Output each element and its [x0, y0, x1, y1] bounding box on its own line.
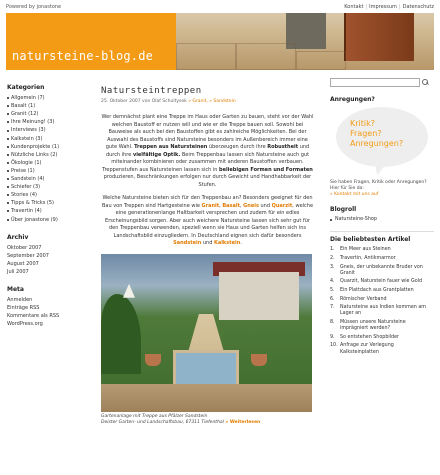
category-item[interactable]: Travertin (4) [7, 207, 93, 215]
bullet-icon [330, 219, 332, 221]
top-links [344, 4, 434, 11]
site-header [6, 13, 434, 70]
bullet-icon [7, 113, 9, 115]
header-photo-tile [236, 43, 296, 70]
category-item[interactable]: Sandstein (4) [7, 175, 93, 183]
bullet-icon [7, 154, 9, 156]
popular-item[interactable]: 4. Quarzit, Naturstein fauer wie Gold [330, 279, 423, 285]
search-box [330, 78, 434, 87]
category-item[interactable]: Basalt (1) [7, 102, 93, 110]
header-photo-door [344, 13, 414, 61]
separator: | [398, 3, 401, 10]
category-item[interactable]: Granit (12) [7, 110, 93, 118]
powered-by-text: Powered by jonastone [6, 3, 62, 10]
popular-list [330, 247, 434, 355]
blogroll-heading: Blogroll [330, 206, 357, 214]
categories-list [7, 94, 93, 224]
post-date-author: 25. Oktober 2007 von Olaf Schultysek [101, 99, 187, 105]
header-photo-tile [176, 43, 236, 70]
post-paragraph-2: Welche Natursteine bieten sich für den Treppenbau an? Besonders geeignet für den Bau von Treppen sind Hartgesteine wie Granit, Basalt, Gneis und Quarzit, welche eine generationenlange Haltbarkeit versprechen und zudem für ein edles Erscheinungsbild sorgen. Aber auch weichere Natursteine lassen sich sehr gut für den Treppenbau verwenden, speziell wenn sie Haus und Garten helfen sich ins Landschaftsbild einzugliedern. In Deutschland eignen sich dafür besonders Sandstein und Kalkstein. [101, 195, 314, 247]
divider [330, 231, 434, 232]
popular-item[interactable]: 10. Anfrage zur Verlegung Kalksteinplatten [330, 343, 394, 355]
archive-item[interactable]: Juli 2007 [7, 268, 29, 275]
blogroll-item[interactable]: Natursteine-Shop [330, 217, 434, 223]
meta-heading: Meta [7, 286, 24, 294]
photo-caption: Gartenanlage mit Treppe aus Pfälzer Sandstein Deister Garten- und Landschaftsbau, 67311 Tiefenthal » Weiterlesen [101, 413, 261, 425]
garden-photo-wall [101, 384, 312, 412]
category-item[interactable]: Allgemein (7) [7, 94, 93, 102]
category-item[interactable]: Ökologie (1) [7, 159, 93, 167]
bullet-icon [7, 138, 9, 140]
meta-item[interactable]: Kommentare als RSS [7, 313, 60, 320]
category-item[interactable]: Schiefer (3) [7, 183, 93, 191]
feedback-bubble[interactable] [334, 107, 430, 175]
quarzit-link[interactable]: Quarzit [271, 202, 293, 209]
meta-item[interactable]: WordPress.org [7, 321, 43, 328]
category-item[interactable]: Stories (4) [7, 191, 93, 199]
category-item[interactable]: Über jonastone (9) [7, 216, 93, 224]
bullet-icon [7, 105, 9, 107]
bullet-icon [7, 162, 9, 164]
granit-link[interactable]: Granit [201, 202, 220, 209]
gneis-link[interactable]: Gneis [243, 202, 259, 209]
main-content [101, 85, 314, 426]
popular-item[interactable]: 7. Natursteine aus Indien kommen am Lager an [330, 305, 426, 317]
bullet-icon [7, 210, 9, 212]
category-item[interactable]: Kundenprojekte (1) [7, 143, 93, 151]
archive-item[interactable]: August 2007 [7, 260, 39, 267]
bubble-text: Kritik? Fragen? Anregungen? [350, 119, 404, 149]
sandstein-link[interactable]: Sandstein [173, 240, 202, 247]
feedback-heading: Anregungen? [330, 96, 375, 103]
post-title[interactable]: Natursteintreppen [101, 86, 202, 96]
popular-item[interactable]: 1. Ein Meer aus Steinen [330, 247, 391, 253]
archive-heading: Archiv [7, 233, 29, 241]
separator: | [365, 3, 368, 10]
bullet-icon [7, 194, 9, 196]
site-title[interactable]: natursteine-blog.de [12, 49, 154, 63]
popular-item[interactable]: 3. Gneis, der unbekannte Bruder von Granit [330, 264, 423, 276]
post-categories[interactable]: » Granit, » Sandstein [188, 99, 236, 105]
popular-item[interactable]: 6. Römischer Verband [330, 296, 387, 302]
contact-link[interactable]: » Kontakt mit uns auf [330, 192, 379, 198]
datenschutz-link[interactable]: Datenschutz [402, 3, 434, 10]
bullet-icon [7, 202, 9, 204]
category-item[interactable]: Interviews (3) [7, 126, 93, 134]
archive-item[interactable]: September 2007 [7, 252, 49, 259]
search-icon[interactable] [422, 79, 429, 86]
left-sidebar [7, 84, 93, 339]
top-bar [6, 2, 434, 12]
bullet-icon [7, 178, 9, 180]
header-brand-area[interactable] [6, 13, 176, 70]
categories-heading: Kategorien [7, 84, 45, 91]
meta-item[interactable]: Anmelden [7, 297, 33, 304]
category-item[interactable]: Tipps & Tricks (5) [7, 199, 93, 207]
archive-item[interactable]: Oktober 2007 [7, 244, 42, 251]
garden-photo-tree [101, 294, 141, 374]
garden-photo-umbrella [123, 284, 135, 298]
meta-list [7, 296, 93, 328]
bullet-icon [7, 219, 9, 221]
category-item[interactable]: Nützliche Links (2) [7, 151, 93, 159]
popular-item[interactable]: 5. Ein Plattdach aus Grantplatten [330, 288, 414, 294]
read-more-link[interactable]: » Weiterlesen [225, 419, 261, 425]
header-photo-tile [296, 51, 346, 70]
category-item[interactable]: Kalkstein (3) [7, 135, 93, 143]
garden-photo-house [219, 272, 299, 320]
category-item[interactable]: Preise (1) [7, 167, 93, 175]
garden-photo [101, 254, 312, 412]
popular-item[interactable]: 9. So entstehen Shopbilder [330, 334, 400, 340]
post-meta [101, 99, 314, 105]
blogroll-list [330, 217, 434, 223]
popular-item[interactable]: 8. Müssen unsere Natursteine imprägniert werden? [330, 320, 406, 332]
bullet-icon [7, 121, 9, 123]
impressum-link[interactable]: Impressum [369, 3, 397, 10]
bullet-icon [7, 97, 9, 99]
kontakt-link[interactable]: Kontakt [344, 3, 364, 10]
bullet-icon [7, 146, 9, 148]
kalkstein-link[interactable]: Kalkstein [213, 240, 241, 247]
garden-photo-pot [251, 354, 267, 366]
bullet-icon [7, 130, 9, 132]
meta-item[interactable]: Einträge RSS [7, 305, 40, 312]
category-item[interactable]: Ihre Meinung! (3) [7, 118, 93, 126]
popular-item[interactable]: 2. Travertin, Antikmarmor [330, 256, 396, 262]
feedback-note: Sie haben Fragen, Kritik oder Anregungen? Hier für Sie da: » Kontakt mit uns auf [330, 180, 427, 198]
speech-bubble-tail [374, 159, 390, 175]
header-photo [176, 13, 434, 70]
popular-heading: Die beliebtesten Artikel [330, 236, 411, 244]
bullet-icon [7, 186, 9, 188]
search-input[interactable] [330, 78, 420, 87]
archive-list [7, 244, 93, 276]
bullet-icon [7, 170, 9, 172]
garden-photo-pot [145, 354, 161, 366]
post-paragraph-1: Wer demnächst plant eine Treppe im Haus oder Garten zu bauen, steht vor der Wahl welchen Baustoff er nutzen will und wie er die Treppe bauen soll. Sowohl bei Bauweise als auch bei den Baustoffen gibt es zahlreiche Möglichkeiten. Bei der Auswahl des Baustoffs sind Natursteine besonders im Außenbereich immer eine gute Wahl. Treppen aus Natursteinen überzeugen durch ihre Robustheit und durch ihre vielfältige Optik. Beim Treppenbau lassen sich Natursteine auch gut miteinander kombinieren oder zusammen mit anderen Baustoffen verbauen. Treppenstufen aus Natursteinen lassen sich in beliebigen Formen und Formaten produzieren, Beschränkungen erfolgen nur durch Gewicht und Handhabbarkeit der Stufen. [101, 114, 314, 188]
right-sidebar [330, 78, 434, 358]
basalt-link[interactable]: Basalt [222, 202, 240, 209]
